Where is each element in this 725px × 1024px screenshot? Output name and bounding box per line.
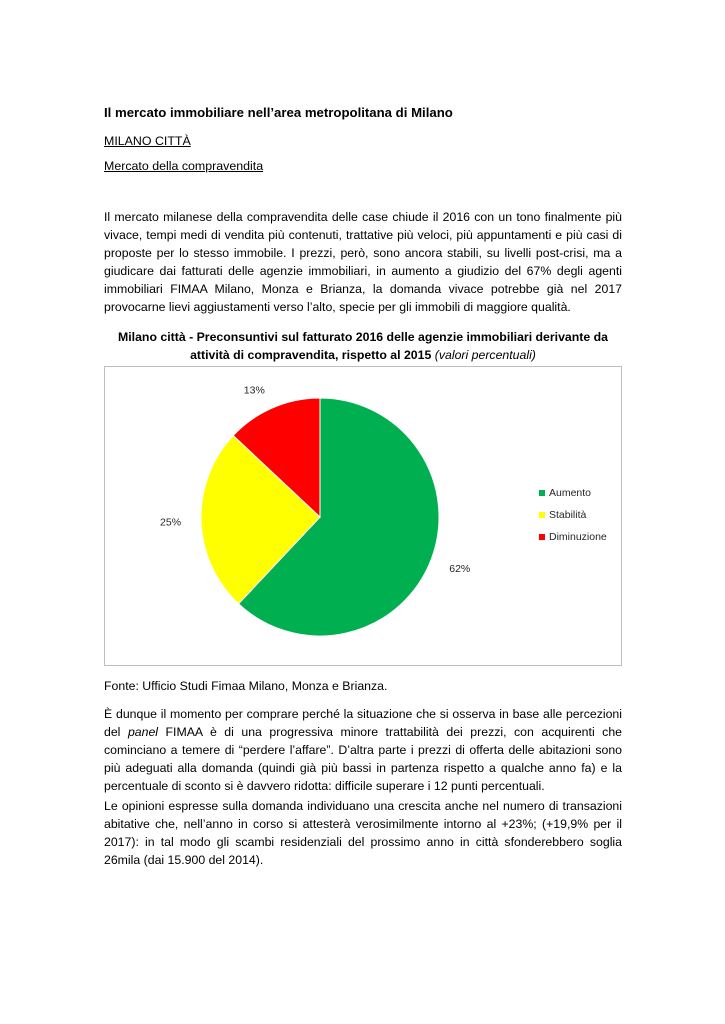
- chart-caption-bold: Milano città - Preconsuntivi sul fatturato 2016 delle agenzie immobiliari derivante da attività di compravendita, rispetto al 2015: [118, 330, 608, 362]
- pie-chart: [104, 366, 622, 666]
- chart-source: Fonte: Ufficio Studi Fimaa Milano, Monza e Brianza.: [104, 679, 388, 693]
- section-heading: MILANO CITTÀ: [104, 134, 191, 148]
- legend-label-stabilità: Stabilità: [549, 509, 587, 521]
- paragraph-market: [104, 705, 622, 795]
- document-title: Il mercato immobiliare nell’area metropolitana di Milano: [104, 105, 453, 120]
- paragraph-market-text-1: È dunque il momento per comprare perché la situazione che si osserva in base alle percezioni del: [104, 707, 622, 740]
- subsection-heading: Mercato della compravendita: [104, 159, 264, 173]
- pie-label-aumento: 62%: [449, 563, 471, 576]
- legend-label-aumento: Aumento: [549, 487, 592, 499]
- legend-swatch-aumento: [539, 490, 545, 496]
- paragraph-market-italic: panel: [127, 725, 159, 740]
- paragraph-transactions: Le opinioni espresse sulla domanda individuano una crescita anche nel numero di transazioni abitative che, nell’anno in corso si attesterà verosimilmente intorno al +23%; (+19,9% per il 2017): in tal modo gli scambi residenziali del prossimo anno in città sfonderebbero soglia 26mila (dai 15.900 del 2014).: [104, 799, 622, 868]
- pie-label-stabilità: 25%: [160, 516, 182, 529]
- pie-chart-svg: [105, 367, 621, 665]
- chart-caption-italic: (valori percentuali): [434, 348, 536, 362]
- paragraph-market-text-2: FIMAA è di una progressiva minore trattabilità dei prezzi, con acquirenti che cominciano a temere di “perdere l’affare”. D’altra parte i prezzi di offerta delle abitazioni sono più adeguati alla domanda (quindi già più bassi in partenza rispetto a qualche anno fa) e la percentuale di sconto si è davvero ridotta: difficile superare i 12 punti percentuali.: [104, 725, 623, 794]
- legend-swatch-diminuzione: [539, 534, 545, 540]
- legend-label-diminuzione: Diminuzione: [549, 531, 607, 543]
- legend-swatch-stabilità: [539, 512, 545, 518]
- chart-caption: [104, 328, 622, 364]
- pie-label-diminuzione: 13%: [243, 384, 265, 397]
- paragraph-intro: Il mercato milanese della compravendita delle case chiude il 2016 con un tono finalmente più vivace, tempi medi di vendita più contenuti, trattative più veloci, più appuntamenti e più casi di proposte per lo stesso immobile. I prezzi, però, sono ancora stabili, su livelli post-crisi, ma a giudicare dai fatturati delle agenzie immobiliari, in aumento a giudizio del 67% degli agenti immobiliari FIMAA Milano, Monza e Brianza, la domanda vivace potrebbe già nel 2017 provocarne lievi aggiustamenti verso l’alto, specie per gli immobili di maggiore qualità.: [104, 210, 622, 315]
